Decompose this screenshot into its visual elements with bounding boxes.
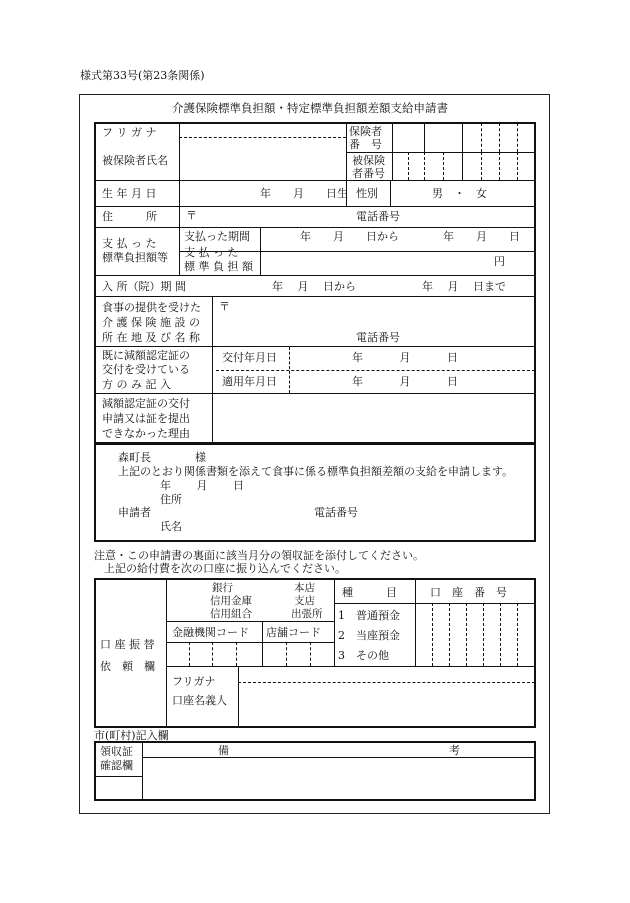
account-number-header: 口 座 番 号 [430, 586, 507, 599]
paid-amount-label: 支 払 っ た [184, 246, 239, 259]
paid-period-value: 年 月 日から 年 月 日 [300, 230, 520, 243]
postal-mark: 〒 [186, 209, 197, 222]
insurer-number-label: 保険者 [349, 125, 382, 138]
account-type-current: 2 当座預金 [338, 629, 400, 642]
receipt-check-label: 領収証 [100, 745, 133, 758]
bank-type-shinkin: 信用金庫 [210, 595, 252, 607]
application-statement: 上記のとおり関係書類を添えて食事に係る標準負担額差額の支給を申請します。 [118, 465, 514, 478]
branch-type-branch: 支店 [294, 595, 315, 607]
admission-value: 年 月 日から 年 月 日まで [272, 280, 506, 293]
reason-label-3: できなかった理由 [102, 427, 190, 440]
paid-label-2: 標準負担額等 [102, 251, 168, 264]
issue-date-value: 年 月 日 [352, 351, 458, 364]
facility-postal-mark: 〒 [219, 300, 230, 313]
applicant-phone-label: 電話番号 [314, 506, 358, 519]
account-type-other: 3 その他 [338, 649, 389, 662]
facility-phone-label: 電話番号 [356, 331, 400, 344]
applicant-address-label: 住所 [160, 493, 182, 506]
sex-label: 性別 [356, 187, 378, 200]
bank-type-kumiai: 信用組合 [210, 608, 252, 620]
apply-date-value: 年 月 日 [352, 375, 458, 388]
issue-date-label: 交付年月日 [222, 351, 277, 364]
city-section-label: 市(町村)記入欄 [94, 729, 169, 742]
bank-table [94, 578, 536, 728]
paid-label: 支 払 っ た [102, 237, 157, 250]
apply-date-label: 適用年月日 [222, 375, 277, 388]
reason-label-2: 申請又は証を提出 [102, 412, 190, 425]
remarks-label: 備 考 [218, 744, 460, 757]
note-line-1: 注意・この申請書の裏面に該当月分の領収証を添付してください。 [94, 549, 424, 562]
branch-code-label: 店舗コード [266, 626, 321, 639]
reduction-label-2: 交付を受けている [102, 363, 190, 376]
insured-number-label-2: 者番号 [352, 167, 385, 180]
paid-amount-label-2: 標 準 負 担 額 [184, 260, 253, 273]
address-label: 住 所 [102, 210, 157, 223]
account-type-ordinary: 1 普通預金 [338, 609, 400, 622]
applicant-label: 申請者 [118, 506, 151, 519]
applicant-name-label: 氏名 [160, 520, 182, 533]
sex-options: 男 ・ 女 [432, 187, 487, 200]
form-title: 介護保険標準負担額・特定標準負担額差額支給申請書 [172, 101, 448, 115]
reason-label: 減額認定証の交付 [102, 397, 190, 410]
branch-type-office: 出張所 [291, 608, 323, 620]
facility-label-3: 所 在 地 及 び 名 称 [102, 331, 200, 344]
insured-number-label: 被保険 [352, 154, 385, 167]
bank-section-label-2: 依 頼 欄 [100, 660, 155, 673]
reduction-label: 既に減額認定証の [102, 349, 190, 362]
birth-date-value: 年 月 日生 [260, 187, 348, 200]
application-date: 年 月 日 [160, 479, 244, 492]
holder-furigana-label: フリガナ [172, 675, 216, 688]
note-line-2: 上記の給付費を次の口座に振り込んでください。 [104, 562, 346, 575]
bank-type-bank: 銀行 [212, 582, 233, 594]
bank-code-label: 金融機関コード [172, 626, 249, 639]
birth-label: 生 年 月 日 [102, 187, 157, 200]
bank-section-label: 口 座 振 替 [100, 638, 155, 651]
paid-period-label: 支払った期間 [184, 230, 250, 243]
account-type-header: 種 目 [342, 586, 397, 599]
admission-label: 入 所（院）期 間 [102, 280, 186, 293]
account-holder-label: 口座名義人 [172, 694, 227, 707]
yen-label: 円 [494, 255, 505, 268]
phone-label: 電話番号 [356, 210, 400, 223]
insured-name-label: 被保険者氏名 [102, 154, 168, 167]
facility-label-2: 介 護 保 険 施 設 の [102, 316, 200, 329]
facility-label: 食事の提供を受けた [102, 301, 201, 314]
insurer-number-label-2: 番 号 [349, 138, 382, 151]
receipt-check-label-2: 確認欄 [100, 759, 133, 772]
mayor-addressee: 森町長 様 [118, 451, 206, 464]
reduction-label-3: 方 の み 記 入 [102, 378, 171, 391]
furigana-label: フ リ ガ ナ [102, 126, 157, 139]
branch-type-main: 本店 [294, 582, 315, 594]
form-number: 様式第33号(第23条関係) [80, 69, 205, 82]
